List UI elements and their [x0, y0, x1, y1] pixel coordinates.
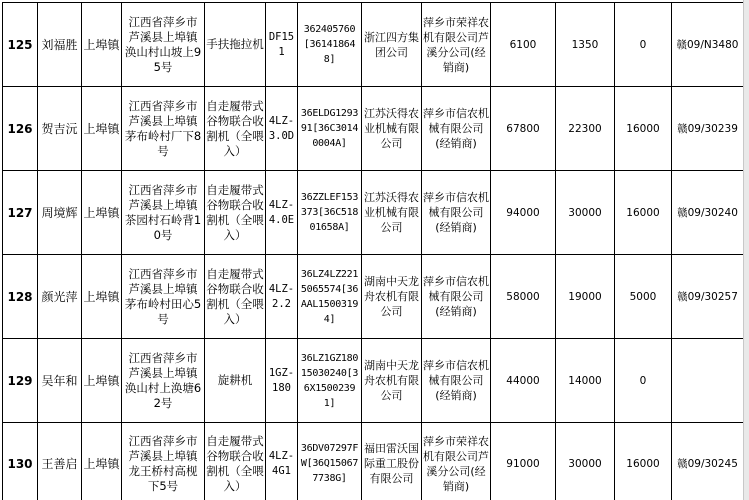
address-cell: 江西省萍乡市芦溪县上埠镇龙王桥村高枧下5号	[122, 423, 205, 500]
extra-subsidy-cell: 16000	[615, 171, 672, 255]
table-row	[3, 255, 744, 339]
manufacturer-cell: 江苏沃得农业机械有限公司	[362, 87, 422, 171]
machine-model-cell: 4LZ-4.0E	[266, 171, 298, 255]
serial-number-cell: 36ELDG129391[36C30140004A]	[298, 87, 362, 171]
extra-subsidy-cell: 16000	[615, 87, 672, 171]
machine-name-cell: 自走履带式谷物联合收割机（全喂入）	[205, 255, 266, 339]
town-cell: 上埠镇	[82, 87, 122, 171]
address-cell: 江西省萍乡市芦溪县上埠镇茅布岭村厂下8号	[122, 87, 205, 171]
farmer-name-cell: 颜光萍	[38, 255, 82, 339]
record-number-cell: 125	[3, 3, 38, 87]
plate-number-cell: 赣09/30239	[672, 87, 744, 171]
dealer-cell: 萍乡市信农机械有限公司(经销商)	[422, 87, 491, 171]
serial-number-cell: 36DV07297FW[36Q150677738G]	[298, 423, 362, 500]
record-number-cell: 127	[3, 171, 38, 255]
table-row	[3, 423, 744, 500]
record-number-cell: 128	[3, 255, 38, 339]
extra-subsidy-cell: 5000	[615, 255, 672, 339]
machine-name-cell: 自走履带式谷物联合收割机（全喂入）	[205, 87, 266, 171]
sale-price-cell: 94000	[491, 171, 556, 255]
dealer-cell: 萍乡市荣祥农机有限公司芦溪分公司(经销商)	[422, 3, 491, 87]
central-subsidy-cell: 30000	[556, 171, 615, 255]
address-cell: 江西省萍乡市芦溪县上埠镇涣山村山坡上95号	[122, 3, 205, 87]
farmer-name-cell: 王善启	[38, 423, 82, 500]
manufacturer-cell: 湖南中天龙舟农机有限公司	[362, 339, 422, 423]
table-row	[3, 171, 744, 255]
machine-name-cell: 旋耕机	[205, 339, 266, 423]
address-cell: 江西省萍乡市芦溪县上埠镇涣山村上涣塘62号	[122, 339, 205, 423]
serial-number-cell: 36ZZLEF153373[36C51801658A]	[298, 171, 362, 255]
sale-price-cell: 91000	[491, 423, 556, 500]
farmer-name-cell: 吴年和	[38, 339, 82, 423]
machine-name-cell: 自走履带式谷物联合收割机（全喂入）	[205, 171, 266, 255]
town-cell: 上埠镇	[82, 3, 122, 87]
machine-model-cell: 4LZ-2.2	[266, 255, 298, 339]
sale-price-cell: 58000	[491, 255, 556, 339]
dealer-cell: 萍乡市信农机械有限公司(经销商)	[422, 171, 491, 255]
central-subsidy-cell: 14000	[556, 339, 615, 423]
central-subsidy-cell: 19000	[556, 255, 615, 339]
extra-subsidy-cell: 16000	[615, 423, 672, 500]
plate-number-cell: 赣09/30257	[672, 255, 744, 339]
manufacturer-cell: 福田雷沃国际重工股份有限公司	[362, 423, 422, 500]
central-subsidy-cell: 22300	[556, 87, 615, 171]
machine-name-cell: 自走履带式谷物联合收割机（全喂入）	[205, 423, 266, 500]
table-row	[3, 3, 744, 87]
machine-model-cell: 4LZ-4G1	[266, 423, 298, 500]
record-number-cell: 130	[3, 423, 38, 500]
farmer-name-cell: 周境辉	[38, 171, 82, 255]
record-number-cell: 129	[3, 339, 38, 423]
manufacturer-cell: 湖南中天龙舟农机有限公司	[362, 255, 422, 339]
extra-subsidy-cell: 0	[615, 339, 672, 423]
sale-price-cell: 6100	[491, 3, 556, 87]
address-cell: 江西省萍乡市芦溪县上埠镇茶园村石岭背10号	[122, 171, 205, 255]
plate-number-cell: 赣09/30240	[672, 171, 744, 255]
town-cell: 上埠镇	[82, 339, 122, 423]
farmer-name-cell: 刘福胜	[38, 3, 82, 87]
plate-number-cell: 赣09/30245	[672, 423, 744, 500]
dealer-cell: 萍乡市荣祥农机有限公司芦溪分公司(经销商)	[422, 423, 491, 500]
record-number-cell: 126	[3, 87, 38, 171]
table-row	[3, 339, 744, 423]
central-subsidy-cell: 1350	[556, 3, 615, 87]
table-row	[3, 87, 744, 171]
town-cell: 上埠镇	[82, 423, 122, 500]
serial-number-cell: 36LZ1GZ18015030240[36X15002391]	[298, 339, 362, 423]
machine-name-cell: 手扶拖拉机	[205, 3, 266, 87]
central-subsidy-cell: 30000	[556, 423, 615, 500]
farmer-name-cell: 贺吉沅	[38, 87, 82, 171]
town-cell: 上埠镇	[82, 255, 122, 339]
serial-number-cell: 36LZ4LZ2215065574[36AAL15003194]	[298, 255, 362, 339]
window-edge	[743, 0, 749, 500]
manufacturer-cell: 江苏沃得农业机械有限公司	[362, 171, 422, 255]
manufacturer-cell: 浙江四方集团公司	[362, 3, 422, 87]
town-cell: 上埠镇	[82, 171, 122, 255]
plate-number-cell: 赣09/N3480	[672, 3, 744, 87]
serial-number-cell: 362405760[361418648]	[298, 3, 362, 87]
machine-model-cell: 1GZ-180	[266, 339, 298, 423]
machine-model-cell: 4LZ-3.0D	[266, 87, 298, 171]
address-cell: 江西省萍乡市芦溪县上埠镇茅布岭村田心5号	[122, 255, 205, 339]
machine-model-cell: DF151	[266, 3, 298, 87]
extra-subsidy-cell: 0	[615, 3, 672, 87]
dealer-cell: 萍乡市信农机械有限公司(经销商)	[422, 255, 491, 339]
dealer-cell: 萍乡市信农机械有限公司(经销商)	[422, 339, 491, 423]
sale-price-cell: 67800	[491, 87, 556, 171]
plate-number-cell	[672, 339, 744, 423]
subsidy-table	[2, 2, 744, 500]
sale-price-cell: 44000	[491, 339, 556, 423]
